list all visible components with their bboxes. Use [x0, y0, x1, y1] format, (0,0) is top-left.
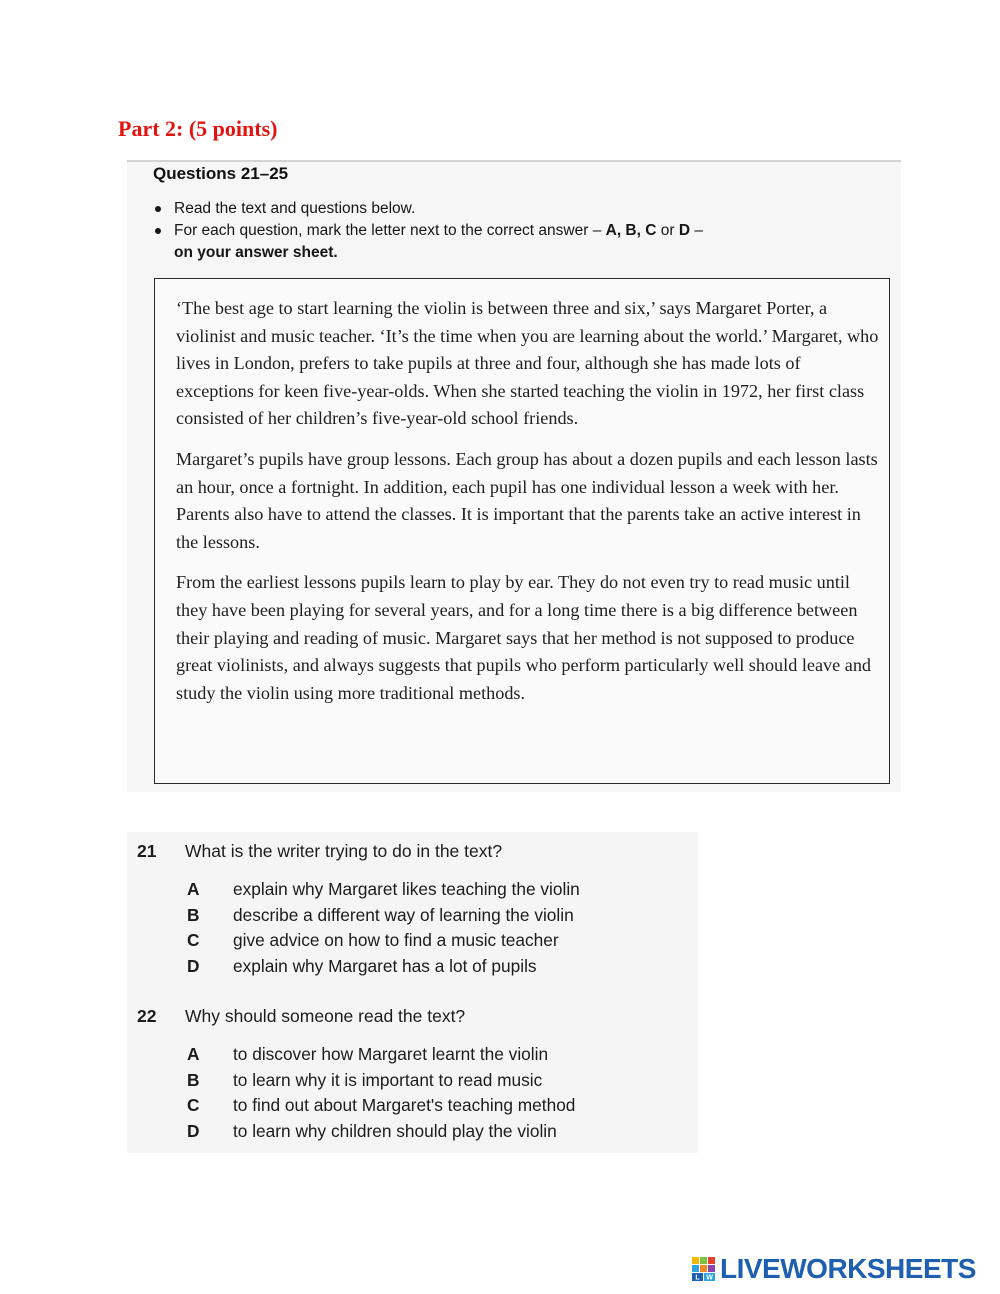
- option-list: [137, 1042, 697, 1144]
- logo-text: LIVEWORKSHEETS: [720, 1253, 976, 1284]
- part-title: Part 2: (5 points): [118, 116, 278, 141]
- option-c[interactable]: C to find out about Margaret's teaching method: [187, 1095, 576, 1115]
- option-b[interactable]: B to learn why it is important to read music: [187, 1069, 543, 1090]
- passage-paragraph: Margaret’s pupils have group lessons. Each group has about a dozen pupils and each lesson lasts an hour, once a fortnight. In addition, each pupil has one individual lesson a week with her. Parents also have to attend the classes. It is important that the parents take an active interest in the lessons.: [176, 448, 878, 552]
- option-d[interactable]: D to learn why children should play the violin: [187, 1120, 557, 1141]
- instruction-item: For each question, mark the letter next to the correct answer – A, B, C or D – on your answer sheet.: [153, 220, 853, 264]
- reading-section: [127, 160, 901, 792]
- question-text: What is the writer trying to do in the text?: [185, 841, 503, 861]
- option-c[interactable]: C give advice on how to find a music teacher: [187, 930, 559, 950]
- question-number: 22: [137, 1006, 157, 1026]
- instruction-item: Read the text and questions below.: [153, 198, 853, 220]
- questions-heading: Questions 21–25: [153, 164, 289, 183]
- answer-sheet-note: on your answer sheet.: [174, 244, 338, 261]
- questions-section: [127, 832, 698, 1153]
- option-d[interactable]: D explain why Margaret has a lot of pupils: [187, 955, 537, 976]
- question-21: [137, 840, 697, 979]
- question-22: [137, 1005, 697, 1144]
- svg-text:W: W: [706, 1274, 713, 1281]
- passage-paragraph: ‘The best age to start learning the violin is between three and six,’ says Margaret Porter, a violinist and music teacher. ‘It’s the time when you are learning about the world.’ Margaret, who lives in London, prefers to take pupils at three and four, although she has made lots of exceptions for keen five-year-olds. When she started teaching the violin in 1972, her first class consisted of her children’s five-year-old school friends.: [176, 298, 879, 429]
- svg-text:L: L: [695, 1274, 700, 1281]
- question-text: Why should someone read the text?: [185, 1006, 466, 1026]
- reading-passage-box: [154, 278, 890, 784]
- question-number: 21: [137, 841, 157, 861]
- instructions-list: [153, 198, 853, 264]
- liveworksheets-logo: [692, 1253, 976, 1285]
- passage-paragraph: From the earliest lessons pupils learn to play by ear. They do not even try to read music until they have been playing for several years, and for a long time there is a big difference between their playing and reading of music. Margaret says that her method is not supposed to produce great violinists, and always suggests that pupils who perform particularly well should leave and study the violin using more traditional methods.: [176, 572, 872, 703]
- option-list: [137, 877, 697, 979]
- liveworksheets-logo-icon: [692, 1257, 716, 1281]
- option-a[interactable]: A to discover how Margaret learnt the violin: [187, 1044, 549, 1064]
- option-a[interactable]: A explain why Margaret likes teaching the violin: [187, 879, 580, 899]
- option-b[interactable]: B describe a different way of learning the violin: [187, 904, 574, 925]
